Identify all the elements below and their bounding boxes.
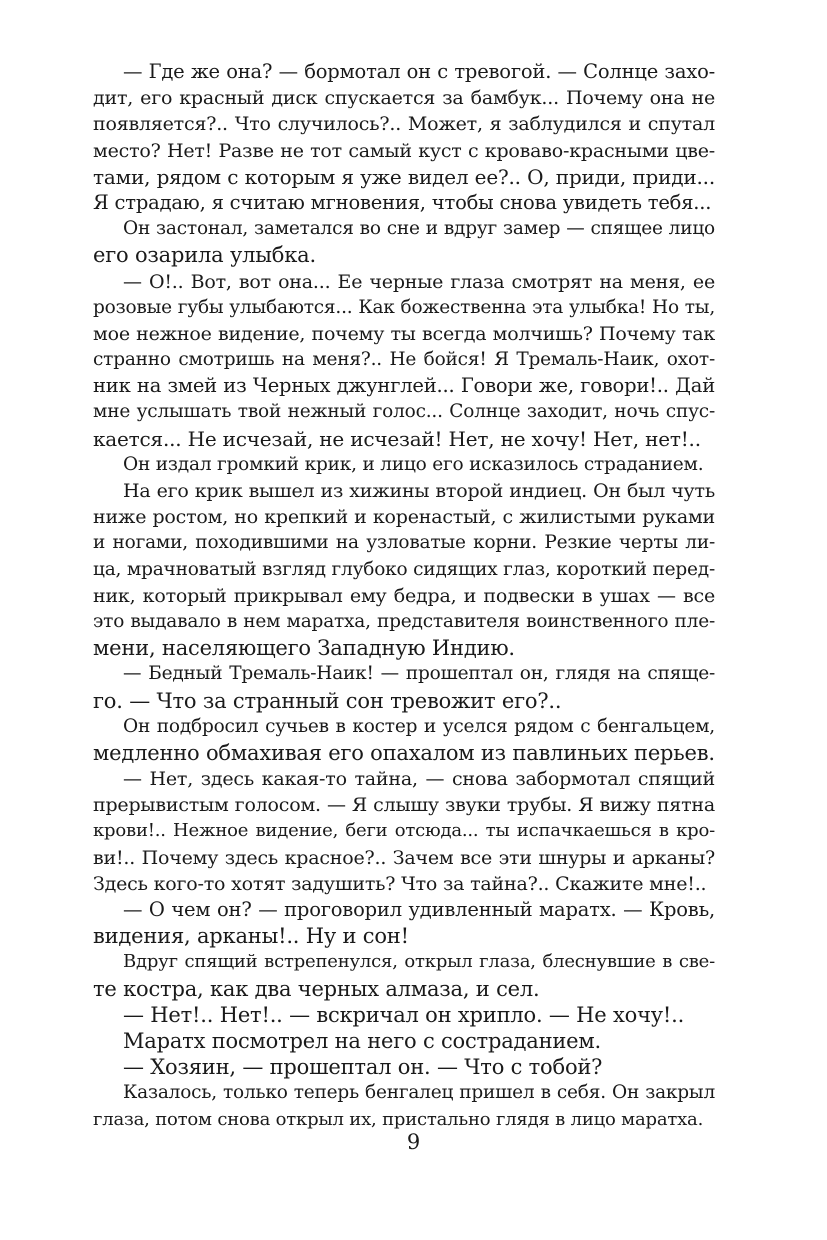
text-line: — О!.. Вот, вот она... Ее черные глаза смотрят на меня, ее <box>123 270 715 293</box>
text-line: странно смотришь на меня?.. Не бойся! Я Тремаль-Наик, охот- <box>93 349 715 371</box>
text-line: розовые губы улыбаются... Как божественна эта улыбка! Но ты, <box>93 296 715 318</box>
text-line: глаза, потом снова открыл их, пристально глядя в лицо маратха. <box>93 1108 704 1130</box>
text-line: — Нет, здесь какая-то тайна, — снова забормотал спящий <box>123 768 715 791</box>
text-line: кается... Не исчезай, не исчезай! Нет, не хочу! Нет, нет!.. <box>93 426 701 451</box>
text-line: — Где же она? — бормотал он с тревогой. — Солнце захо- <box>123 60 715 83</box>
text-line: появляется?.. Что случилось?.. Может, я заблудился и спутал <box>93 113 715 136</box>
text-line: мое нежное видение, почему ты всегда молчишь? Почему так <box>93 322 715 345</box>
text-line: ца, мрачноватый взгляд глубоко сидящих глаз, короткий перед- <box>93 558 715 580</box>
text-line: Он подбросил сучьев в костер и уселся рядом с бенгальцем, <box>123 715 715 737</box>
text-line: это выдавало в нем маратха, представителя воинственного пле- <box>93 610 715 632</box>
text-line: Я страдаю, я считаю мгновения, чтобы снова увидеть тебя... <box>93 190 712 214</box>
text-line: Маратх посмотрел на него с состраданием. <box>123 1028 602 1053</box>
text-line: — О чем он? — проговорил удивленный маратх. — Кровь, <box>123 898 715 921</box>
text-line: — Бедный Тремаль-Наик! — прошептал он, глядя на спяще- <box>123 663 715 685</box>
text-line: Казалось, только теперь бенгалец пришел в себя. Он закрыл <box>123 1082 715 1104</box>
text-line: ник, который прикрывал ему бедра, и подвески в ушах — все <box>93 584 715 607</box>
text-line: — Нет!.. Нет!.. — вскричал он хрипло. — Не хочу!.. <box>123 1002 685 1027</box>
text-line: тами, рядом с которым я уже видел ее?.. О, приди, приди... <box>93 164 715 189</box>
text-line: ниже ростом, но крепкий и коренастый, с жилистыми руками <box>93 506 715 529</box>
text-line: ви!.. Почему здесь красное?.. Зачем все эти шнуры и арканы? <box>93 846 715 869</box>
text-line: крови!.. Нежное видение, беги отсюда... ты испачкаешься в кро- <box>93 820 715 842</box>
text-line: и ногами, походившими на узловатые корни. Резкие черты ли- <box>93 532 715 554</box>
text-line: прерывистым голосом. — Я слышу звуки трубы. Я вижу пятна <box>93 794 715 817</box>
text-line: мени, населяющего Западную Индию. <box>93 636 515 661</box>
text-line: Он издал громкий крик, и лицо его исказилось страданием. <box>123 453 704 475</box>
text-line: ник на змей из Черных джунглей... Говори же, говори!.. Дай <box>93 374 715 398</box>
text-line: те костра, как два черных алмаза, и сел. <box>93 976 540 1001</box>
text-line: медленно обмахивая его опахалом из павлиньих перьев. <box>93 740 715 765</box>
text-line: место? Нет! Разве не тот самый куст с кроваво-красными цве- <box>93 139 715 162</box>
text-line: Он застонал, заметался во сне и вдруг замер — спящее лицо <box>123 218 715 240</box>
text-line: Вдруг спящий встрепенулся, открыл глаза, блеснувшие в све- <box>123 951 715 973</box>
page-text-body <box>93 59 715 1133</box>
text-line: мне услышать твой нежный голос... Солнце заходит, ночь спус- <box>93 401 715 423</box>
text-line: дит, его красный диск спускается за бамбук... Почему она не <box>93 87 715 110</box>
text-line: На его крик вышел из хижины второй индиец. Он был чуть <box>123 480 715 502</box>
page-number: 9 <box>406 1130 421 1154</box>
text-line: Здесь кого-то хотят задушить? Что за тайна?.. Скажите мне!.. <box>93 872 707 895</box>
text-line: — Хозяин, — прошептал он. — Что с тобой? <box>123 1055 603 1080</box>
text-line: его озарила улыбка. <box>93 243 316 268</box>
text-line: го. — Что за странный сон тревожит его?.. <box>93 688 562 713</box>
text-line: видения, арканы!.. Ну и сон! <box>93 924 409 949</box>
